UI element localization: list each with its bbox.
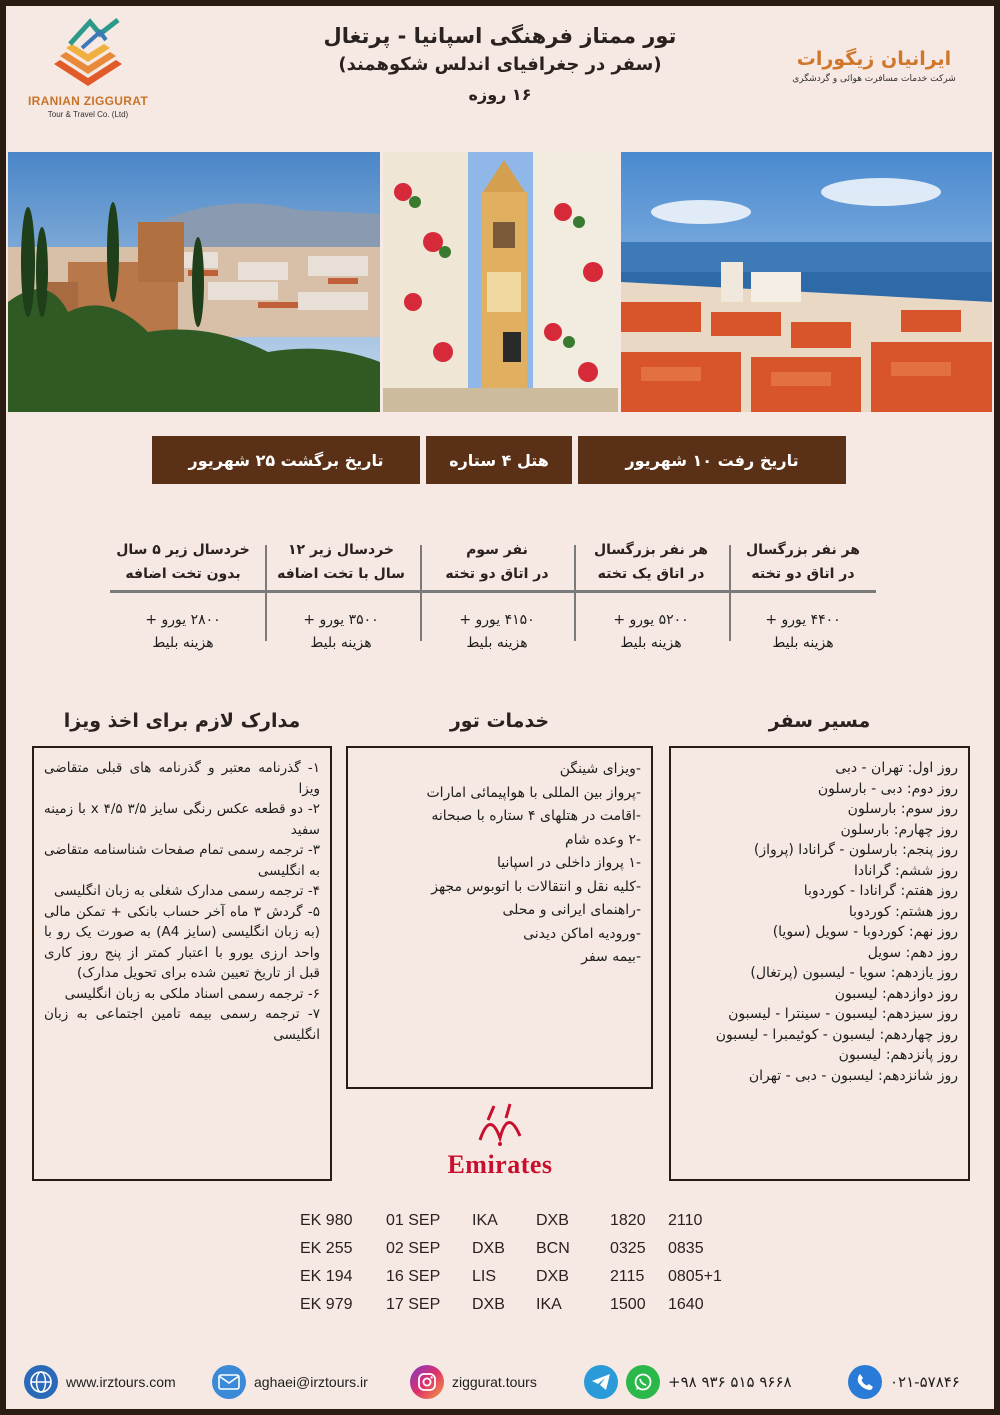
- itinerary-day: روز چهارم: بارسلون: [840, 821, 958, 838]
- flight-date: 02 SEP: [386, 1240, 441, 1257]
- photo-cordoba-street: [383, 152, 618, 412]
- price-heading: هر نفر بزرگسال: [593, 542, 709, 558]
- flight-arrival: 1640: [668, 1296, 704, 1313]
- email-contact[interactable]: [212, 1362, 368, 1402]
- emirates-logo: [430, 1100, 570, 1180]
- visa-doc-item: ۲- دو قطعه عکس رنگی سایز ۳/۵ x ۴/۵ با زمینه سفید: [44, 801, 320, 838]
- hotel-stars-box: هتل ۴ ستاره: [426, 436, 572, 484]
- price-subheading: سال با تخت اضافه: [277, 566, 405, 582]
- flight-arrival: 2110: [668, 1212, 703, 1229]
- photo-alhambra-granada: [8, 152, 380, 412]
- tour-duration: ۱۶ روزه: [468, 85, 532, 104]
- flight-date: 16 SEP: [386, 1268, 441, 1285]
- flight-arrival: 0805+1: [668, 1268, 722, 1285]
- instagram-contact[interactable]: [410, 1362, 537, 1402]
- flight-number: EK 255: [300, 1240, 353, 1257]
- itinerary-day: روز نهم: کوردوبا - سویل (سویا): [772, 924, 958, 940]
- service-item: -کلیه نقل و انتقالات با اتوبوس مجهز: [431, 878, 641, 895]
- flight-departure: 2115: [610, 1268, 645, 1285]
- itinerary-day: روز دوازدهم: لیسبون: [834, 985, 958, 1002]
- mobile-contact[interactable]: [584, 1362, 792, 1402]
- ziggurat-logo-icon: [40, 14, 136, 92]
- whatsapp-icon: [626, 1365, 660, 1399]
- flight-row: [300, 1240, 738, 1268]
- email-link[interactable]: aghaei@irztours.ir: [254, 1374, 368, 1390]
- globe-icon: [24, 1365, 58, 1399]
- itinerary-day: روز شانزدهم: لیسبون - دبی - تهران: [748, 1067, 958, 1084]
- tour-title: تور ممتاز فرهنگی اسپانیا - پرتغال: [323, 24, 677, 48]
- flight-row: [300, 1268, 738, 1296]
- service-item: -۲ وعده شام: [565, 831, 641, 848]
- price-value: ۴۱۵۰ یورو +: [459, 612, 535, 628]
- flight-destination: BCN: [536, 1240, 570, 1257]
- flight-number: EK 979: [300, 1296, 353, 1313]
- price-subheading: در اتاق یک تخته: [597, 566, 705, 582]
- brand-description: شرکت خدمات مسافرت هوائی و گردشگری: [792, 74, 956, 84]
- flight-date: 17 SEP: [386, 1296, 441, 1313]
- price-ticket-note: هزینه بلیط: [772, 635, 834, 651]
- flight-origin: IKA: [472, 1212, 498, 1229]
- telegram-icon: [584, 1365, 618, 1399]
- airline-name: Emirates: [447, 1150, 553, 1179]
- service-item: -۱ پرواز داخلی در اسپانیا: [496, 855, 641, 871]
- price-cell-child-under-5: [110, 538, 256, 654]
- itinerary-day: روز دهم: سویل: [867, 944, 958, 961]
- price-heading: هر نفر بزرگسال: [745, 542, 861, 558]
- tour-subtitle: (سفر در جغرافیای اندلس شکوهمند): [338, 54, 662, 75]
- price-col-separator: [265, 545, 267, 641]
- tour-title-block: [250, 24, 750, 104]
- flight-origin: DXB: [472, 1240, 505, 1257]
- logo-name: IRANIAN ZIGGURAT: [28, 94, 148, 108]
- website-link[interactable]: www.irztours.com: [66, 1374, 176, 1390]
- flight-departure: 1500: [610, 1296, 646, 1313]
- website-contact[interactable]: [24, 1362, 176, 1402]
- flight-departure: 1820: [610, 1212, 646, 1229]
- brand-name: ایرانیان زیگورات: [796, 48, 952, 70]
- itinerary-day: روز دوم: دبی - بارسلون: [817, 780, 958, 797]
- visa-doc-item: ۵- گردش ۳ ماه آخر حساب بانکی + تمکن مالی (به زبان انگلیسی (سایز A4) به صورت یک رو با واحد ارزی یورو با اعتبار کمتر از پنج روز کاری قبل از تاریخ تعیین شده برای تحویل مدارک): [44, 903, 320, 981]
- price-cell-adult-single: [578, 538, 724, 654]
- price-heading: خردسال زیر ۱۲: [287, 542, 395, 558]
- itinerary-day: روز هشتم: کوردوبا: [848, 903, 958, 920]
- itinerary-day: روز ششم: گرانادا: [853, 862, 958, 879]
- price-heading: خردسال زیر ۵ سال: [116, 542, 250, 558]
- instagram-icon: [410, 1365, 444, 1399]
- price-ticket-note: هزینه بلیط: [620, 635, 682, 651]
- price-value: ۴۴۰۰ یورو +: [765, 612, 841, 628]
- phone-icon: [848, 1365, 882, 1399]
- flight-destination: IKA: [536, 1296, 562, 1313]
- price-ticket-note: هزینه بلیط: [466, 635, 528, 651]
- flight-row: [300, 1212, 738, 1240]
- service-item: -پرواز بین المللی با هواپیمائی امارات: [426, 784, 641, 801]
- visa-doc-item: ۳- ترجمه رسمی تمام صفحات شناسنامه متقاضی به انگلیسی: [44, 842, 320, 879]
- price-cell-adult-double: [730, 538, 876, 654]
- service-item: -ورودیه اماکن دیدنی: [523, 925, 641, 942]
- flight-schedule: [300, 1212, 738, 1324]
- services-title: خدمات تور: [449, 710, 550, 732]
- price-col-separator: [574, 545, 576, 641]
- tour-services-box: [346, 746, 653, 1089]
- itinerary-day: روز اول: تهران - دبی: [835, 760, 958, 776]
- price-heading: نفر سوم: [466, 542, 528, 558]
- departure-date-box: تاریخ رفت ۱۰ شهریور: [578, 436, 846, 484]
- visa-documents-box: [32, 746, 332, 1181]
- visa-doc-item: ۴- ترجمه رسمی مدارک شغلی به زبان انگلیسی: [54, 883, 320, 899]
- photo-lisbon: [621, 152, 992, 412]
- service-item: -اقامت در هتلهای ۴ ستاره با صبحانه: [431, 808, 641, 824]
- itinerary-day: روز چهاردهم: لیسبون - کوئیمبرا - لیسبون: [715, 1026, 958, 1043]
- visa-docs-title: مدارک لازم برای اخذ ویزا: [63, 710, 301, 732]
- visa-doc-item: ۶- ترجمه رسمی اسناد ملکی به زبان انگلیسی: [64, 985, 320, 1002]
- itinerary-day: روز سیزدهم: لیسبون - سینترا - لیسبون: [728, 1006, 958, 1022]
- price-ticket-note: هزینه بلیط: [152, 635, 214, 651]
- itinerary-day: روز پانزدهم: لیسبون: [838, 1047, 958, 1063]
- price-subheading: در اتاق دو تخته: [751, 566, 855, 582]
- flight-arrival: 0835: [668, 1240, 704, 1257]
- logo-subtitle: Tour & Travel Co. (Ltd): [47, 110, 129, 119]
- visa-doc-item: ۷- ترجمه رسمی بیمه تامین اجتماعی به زبان انگلیسی: [44, 1006, 320, 1043]
- price-value: ۲۸۰۰ یورو +: [145, 612, 221, 628]
- price-col-separator: [420, 545, 422, 641]
- flight-number: EK 194: [300, 1268, 353, 1285]
- flight-origin: DXB: [472, 1296, 505, 1313]
- price-value: ۳۵۰۰ یورو +: [303, 612, 379, 628]
- instagram-handle[interactable]: ziggurat.tours: [452, 1374, 537, 1390]
- price-value: ۵۲۰۰ یورو +: [613, 612, 689, 628]
- price-cell-child-under-12: [268, 538, 414, 654]
- itinerary-day: روز هفتم: گرانادا - کوردوبا: [803, 883, 958, 899]
- emirates-calligraphy-icon: [470, 1100, 530, 1146]
- company-logo: [18, 14, 158, 119]
- price-cell-third-person: [424, 538, 570, 654]
- price-ticket-note: هزینه بلیط: [310, 635, 372, 651]
- flight-row: [300, 1296, 738, 1324]
- itinerary-day: روز یازدهم: سویا - لیسبون (پرتغال): [750, 965, 958, 981]
- service-item: -بیمه سفر: [581, 949, 641, 965]
- route-title: مسیر سفر: [768, 710, 871, 732]
- flight-destination: DXB: [536, 1212, 569, 1229]
- flight-date: 01 SEP: [386, 1212, 441, 1229]
- itinerary-day: روز سوم: بارسلون: [847, 801, 958, 817]
- flight-origin: LIS: [472, 1268, 497, 1285]
- visa-doc-item: ۱- گذرنامه معتبر و گذرنامه های قبلی متقاضی ویزا: [44, 760, 320, 797]
- return-date-box: تاریخ برگشت ۲۵ شهریور: [152, 436, 420, 484]
- service-item: -راهنمای ایرانی و محلی: [502, 902, 641, 918]
- email-icon: [212, 1365, 246, 1399]
- flight-departure: 0325: [610, 1240, 646, 1257]
- price-subheading: بدون تخت اضافه: [125, 566, 241, 582]
- phone-contact[interactable]: [848, 1362, 960, 1402]
- flight-number: EK 980: [300, 1212, 353, 1229]
- itinerary-day: روز پنجم: بارسلون - گرانادا (پرواز): [753, 842, 958, 858]
- price-subheading: در اتاق دو تخته: [445, 566, 549, 582]
- mobile-number[interactable]: +۹۸ ۹۳۶ ۵۱۵ ۹۶۶۸: [668, 1373, 792, 1391]
- itinerary-box: [669, 746, 970, 1181]
- phone-number[interactable]: ۰۲۱-۵۷۸۴۶: [890, 1373, 960, 1391]
- brand-block: [774, 48, 974, 84]
- service-item: -ویزای شینگن: [559, 761, 641, 777]
- flight-destination: DXB: [536, 1268, 569, 1285]
